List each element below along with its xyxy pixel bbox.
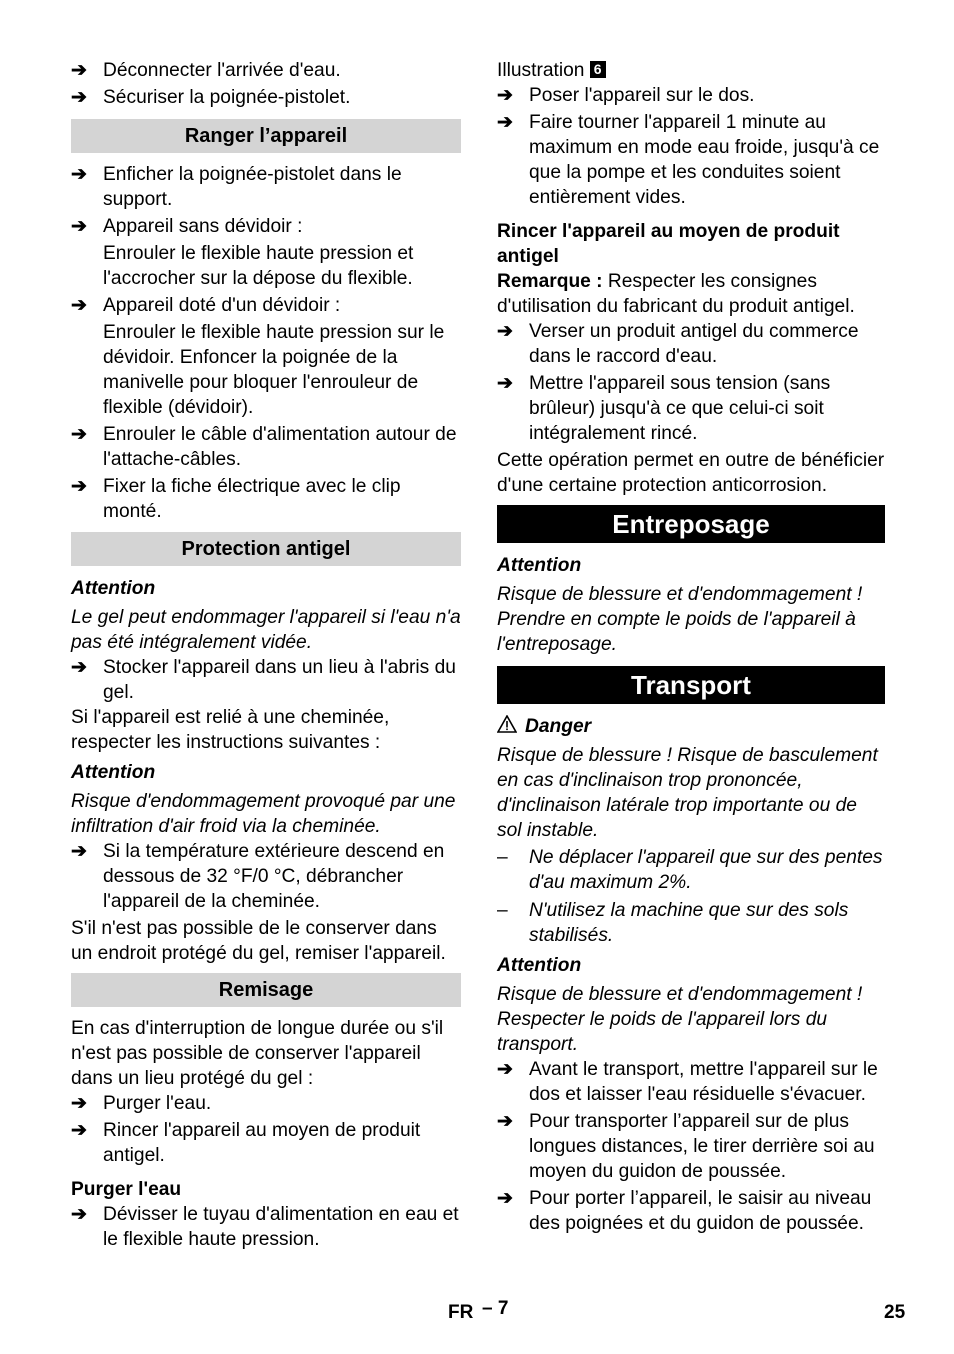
paragraph: Cette opération permet en outre de bénéficier d'une certaine protection anticorrosion. (497, 450, 885, 496)
arrow-icon: ➔ (71, 216, 88, 237)
arrow-icon: ➔ (71, 87, 88, 108)
right-column (497, 58, 885, 1236)
arrow-icon: ➔ (71, 424, 88, 445)
arrow-icon: ➔ (497, 112, 514, 133)
attention-label: Attention (497, 555, 582, 576)
remark: Remarque : Respecter les consignes d'utilisation du fabricant du produit antigel. (497, 271, 855, 317)
list-item: ➔ Poser l'appareil sur le dos. (497, 85, 755, 106)
list-item: ➔ Faire tourner l'appareil 1 minute au maximum en mode eau froide, jusqu'à ce que la pompe et les conduites soient entièrement vides. (497, 112, 880, 208)
list-item: ➔ Enficher la poignée-pistolet dans le support. (71, 164, 402, 210)
list-item: ➔ Pour porter l’appareil, le saisir au niveau des poignées et du guidon de poussée. (497, 1188, 872, 1234)
list-item: ➔ Rincer l'appareil au moyen de produit antigel. (71, 1120, 421, 1166)
list-item: ➔ Stocker l'appareil dans un lieu à l'abris du gel. (71, 657, 456, 703)
attention-text: Le gel peut endommager l'appareil si l'eau n'a pas été intégralement vidée. (71, 607, 461, 653)
subheading: Rincer l'appareil au moyen de produit antigel (497, 221, 840, 267)
arrow-icon: ➔ (71, 1120, 88, 1141)
list-item: – N'utilisez la machine que sur des sols stabilisés. (497, 900, 849, 946)
warning-triangle-icon (497, 715, 517, 733)
subheading: Purger l'eau (71, 1179, 182, 1200)
arrow-icon: ➔ (71, 841, 88, 862)
attention-text: Risque d'endommagement provoqué par une infiltration d'air froid via la cheminée. (71, 791, 456, 837)
arrow-icon: ➔ (497, 1059, 514, 1080)
list-item: ➔ Mettre l'appareil sous tension (sans brûleur) jusqu'à ce que celui-ci soit intégralement rincé. (497, 373, 831, 444)
list-item: ➔ Appareil sans dévidoir : Enrouler le flexible haute pression et l'accrocher sur la dépose du flexible. (71, 216, 414, 289)
attention-label: Attention (71, 578, 156, 599)
dash-icon: – (497, 847, 508, 868)
list-item: ➔ Verser un produit antigel du commerce dans le raccord d'eau. (497, 321, 859, 367)
arrow-icon: ➔ (497, 373, 514, 394)
attention-text: Risque de blessure et d'endommagement ! Prendre en compte le poids de l'appareil à l'entreposage. (497, 584, 863, 655)
section-heading: Protection antigel (71, 532, 461, 566)
list-item: ➔ Enrouler le câble d'alimentation autour de l'attache-câbles. (71, 424, 457, 470)
danger-label: Danger (497, 714, 885, 739)
left-column (71, 58, 461, 1252)
arrow-icon: ➔ (71, 657, 88, 678)
arrow-icon: ➔ (71, 1204, 88, 1225)
paragraph: Si l'appareil est relié à une cheminée, respecter les instructions suivantes : (71, 707, 390, 753)
paragraph: En cas d'interruption de longue durée ou s'il n'est pas possible de conserver l'appareil dans un lieu protégé du gel : (71, 1018, 444, 1089)
paragraph: S'il n'est pas possible de le conserver dans un endroit protégé du gel, remiser l'appareil. (71, 918, 446, 964)
figure-number-badge: 6 (590, 61, 606, 78)
list-item: ➔ Sécuriser la poignée-pistolet. (71, 87, 351, 108)
arrow-icon: ➔ (71, 60, 88, 81)
list-item: ➔ Appareil doté d'un dévidoir : Enrouler le flexible haute pression sur le dévidoir. Enfoncer la poignée de la manivelle pour bloquer l'enrouleur de flexible (dévidoir). (71, 295, 445, 418)
arrow-icon: ➔ (497, 1188, 514, 1209)
list-item: ➔ Fixer la fiche électrique avec le clip monté. (71, 476, 401, 522)
arrow-icon: ➔ (497, 85, 514, 106)
page-number: 25 (884, 1302, 906, 1323)
list-item: ➔ Si la température extérieure descend en dessous de 32 °F/0 °C, débrancher l'appareil de la cheminée. (71, 841, 445, 912)
list-item: ➔ Purger l'eau. (71, 1093, 212, 1114)
arrow-icon: ➔ (71, 476, 88, 497)
arrow-icon: ➔ (71, 164, 88, 185)
attention-text: Risque de blessure et d'endommagement ! Respecter le poids de l'appareil lors du transport. (497, 984, 863, 1055)
list-item: – Ne déplacer l'appareil que sur des pentes d'au maximum 2%. (497, 847, 883, 893)
list-item: ➔ Dévisser le tuyau d'alimentation en eau et le flexible haute pression. (71, 1204, 459, 1250)
chapter-heading: Entreposage (497, 505, 885, 543)
page-footer (0, 1298, 954, 1328)
arrow-icon: ➔ (497, 1111, 514, 1132)
list-item: ➔ Pour transporter l’appareil sur de plus longues distances, le tirer derrière soi au moyen du guidon de poussée. (497, 1111, 875, 1182)
attention-label: Attention (71, 762, 156, 783)
arrow-icon: ➔ (497, 321, 514, 342)
section-page: – 7 (482, 1298, 509, 1319)
arrow-icon: ➔ (71, 295, 88, 316)
section-heading: Ranger l’appareil (71, 119, 461, 153)
dash-icon: – (497, 900, 508, 921)
arrow-icon: ➔ (71, 1093, 88, 1114)
language-code: FR (448, 1302, 474, 1323)
list-item: ➔ Avant le transport, mettre l'appareil sur le dos et laisser l'eau résiduelle s'évacuer. (497, 1059, 878, 1105)
danger-text: Risque de blessure ! Risque de basculement en cas d'inclinaison trop prononcée, d'inclinaison latérale trop importante ou de sol instable. (497, 745, 878, 841)
section-heading: Remisage (71, 973, 461, 1007)
list-item: ➔ Déconnecter l'arrivée d'eau. (71, 60, 341, 81)
illustration-ref: Illustration 6 (497, 58, 885, 83)
chapter-heading: Transport (497, 666, 885, 704)
attention-label: Attention (497, 955, 582, 976)
